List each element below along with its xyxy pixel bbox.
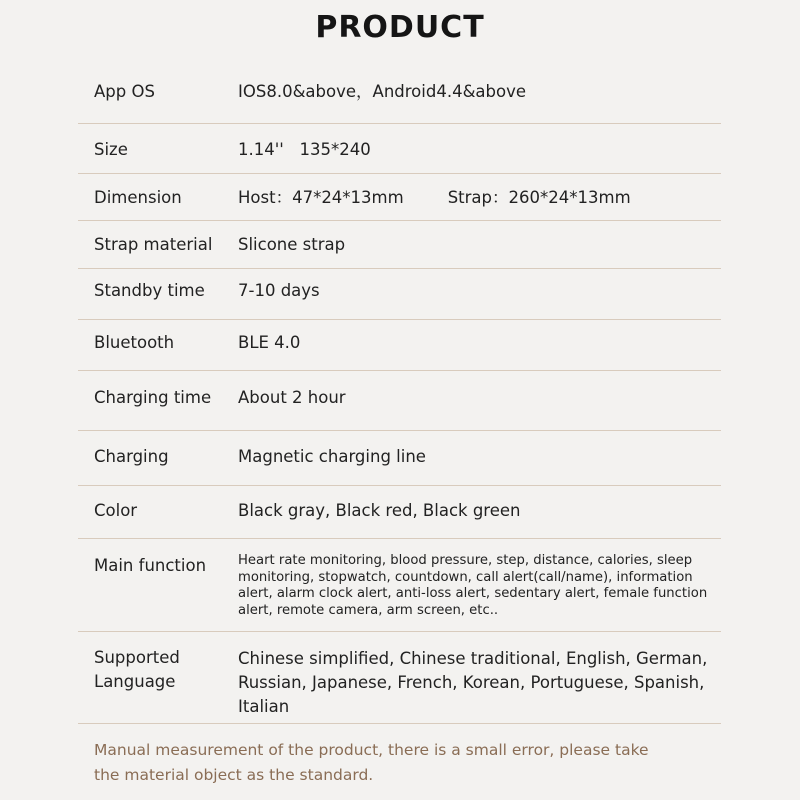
spec-row-dimension xyxy=(78,174,721,221)
spec-value: Heart rate monitoring, blood pressure, step, distance, calories, sleep monitoring, stopwatch, countdown, call alert(call/name), information alert, alarm clock alert, anti-loss alert, sedentary alert, female function alert, remote camera, arm screen, etc.. xyxy=(238,553,708,618)
spec-value: Slicone strap xyxy=(238,235,346,254)
spec-label-line1: Supported xyxy=(94,648,180,667)
spec-value: Chinese simplified, Chinese traditional, English, German, Russian, Japanese, French, Korean, Portuguese, Spanish, Italian xyxy=(238,649,708,716)
spec-label xyxy=(94,646,180,694)
spec-row-charging xyxy=(78,431,721,486)
spec-label: Size xyxy=(94,140,128,159)
spec-row-color xyxy=(78,486,721,539)
spec-label: Charging time xyxy=(94,388,212,407)
spec-value: IOS8.0&above，Android4.4&above xyxy=(238,82,527,101)
spec-label: Main function xyxy=(94,556,207,575)
spec-row-main-function xyxy=(78,539,721,632)
spec-value: Black gray, Black red, Black green xyxy=(238,501,521,520)
spec-label: Dimension xyxy=(94,188,182,207)
spec-value: BLE 4.0 xyxy=(238,333,301,352)
spec-label: Color xyxy=(94,501,138,520)
spec-label: Standby time xyxy=(94,281,205,300)
spec-row-app-os xyxy=(78,68,721,124)
spec-value: 1.14'' 135*240 xyxy=(238,140,371,159)
spec-label: Charging xyxy=(94,447,169,466)
spec-row-charging-time xyxy=(78,371,721,431)
spec-row-bluetooth xyxy=(78,320,721,371)
spec-label: Bluetooth xyxy=(94,333,175,352)
spec-row-standby-time xyxy=(78,269,721,320)
spec-value: About 2 hour xyxy=(238,388,346,407)
spec-label-line2: Language xyxy=(94,672,176,691)
measurement-note: Manual measurement of the product, there is a small error, please take the material object as the standard. xyxy=(94,741,649,784)
strap-dimension: Strap：260*24*13mm xyxy=(447,188,631,207)
page-title: PRODUCT xyxy=(315,10,485,45)
spec-row-size xyxy=(78,124,721,174)
spec-value-dimension xyxy=(238,186,631,210)
host-dimension: Host：47*24*13mm xyxy=(238,188,404,207)
spec-value: Magnetic charging line xyxy=(238,447,426,466)
spec-row-supported-language xyxy=(78,632,721,724)
spec-row-strap-material xyxy=(78,221,721,269)
spec-label: App OS xyxy=(94,82,155,101)
spec-label: Strap material xyxy=(94,235,213,254)
spec-value: 7-10 days xyxy=(238,281,320,300)
